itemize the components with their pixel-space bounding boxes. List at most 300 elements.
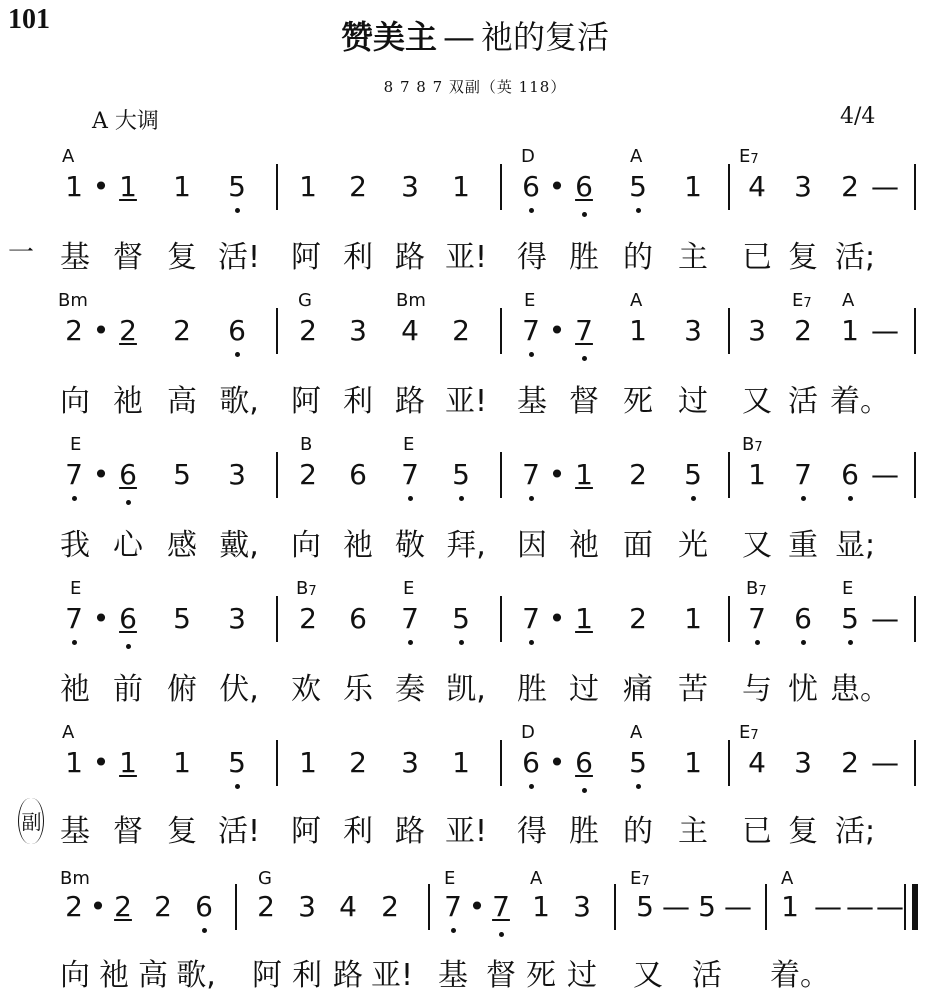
note: 1 bbox=[452, 746, 470, 779]
note: 2 bbox=[114, 890, 132, 923]
lyric-syllable: 阿 bbox=[291, 384, 321, 419]
lower-octave-dot bbox=[636, 208, 641, 213]
lyric-syllable: 的 bbox=[623, 240, 653, 275]
verse-prefix: 一 bbox=[8, 238, 35, 268]
lower-octave-dot bbox=[72, 640, 77, 645]
note: 3 bbox=[573, 890, 591, 923]
lyric-syllable: 歌, bbox=[219, 384, 259, 419]
lyric-syllable: 乐 bbox=[343, 672, 373, 707]
extension-dash: — bbox=[871, 746, 899, 779]
chord-extension: 7 bbox=[750, 152, 759, 167]
chord-extension: 7 bbox=[750, 728, 759, 743]
chord-symbol bbox=[296, 578, 317, 599]
extension-dash: — bbox=[814, 890, 842, 923]
chord-symbol bbox=[524, 290, 535, 311]
note: 2 bbox=[299, 458, 317, 491]
note: 3 bbox=[298, 890, 316, 923]
dotted-rhythm-dot: • bbox=[548, 170, 566, 203]
lyric-syllable: 过 bbox=[678, 384, 708, 419]
note: 2 bbox=[794, 314, 812, 347]
chord-root: E bbox=[403, 578, 415, 599]
lyric-syllable: 苦 bbox=[678, 672, 708, 707]
chord-root: A bbox=[62, 722, 75, 743]
note: 4 bbox=[748, 746, 766, 779]
barline bbox=[235, 884, 237, 930]
lower-octave-dot bbox=[801, 496, 806, 501]
lyric-syllable: 忧 bbox=[788, 672, 818, 707]
lyric-syllable: 胜 bbox=[569, 814, 599, 849]
chord-root: Bm bbox=[58, 290, 88, 311]
lyric-syllable: 敬 bbox=[395, 528, 425, 563]
extension-dash: — bbox=[662, 890, 690, 923]
lyric-syllable: 路 bbox=[395, 240, 425, 275]
dotted-rhythm-dot: • bbox=[92, 746, 110, 779]
lyric-syllable: 已 bbox=[742, 814, 772, 849]
chord-extension: 7 bbox=[758, 584, 767, 599]
note: 1 bbox=[119, 746, 137, 779]
chord-symbol bbox=[630, 868, 650, 889]
lower-octave-dot bbox=[459, 496, 464, 501]
lyric-syllable: 基 bbox=[438, 958, 468, 993]
note: 1 bbox=[684, 602, 702, 635]
chord-root: A bbox=[781, 868, 794, 889]
note: 1 bbox=[684, 746, 702, 779]
barline bbox=[728, 740, 730, 786]
note: 1 bbox=[629, 314, 647, 347]
lower-octave-dot bbox=[451, 928, 456, 933]
extension-dash: — bbox=[871, 458, 899, 491]
chord-symbol bbox=[403, 578, 414, 599]
note: 1 bbox=[575, 458, 593, 491]
lower-octave-dot bbox=[126, 644, 131, 649]
note: 1 bbox=[299, 746, 317, 779]
dotted-rhythm-dot: • bbox=[92, 170, 110, 203]
dotted-rhythm-dot: • bbox=[548, 314, 566, 347]
barline bbox=[914, 164, 916, 210]
lyric-syllable: 着。 bbox=[770, 958, 830, 993]
chord-symbol bbox=[781, 868, 793, 889]
lower-octave-dot bbox=[582, 212, 587, 217]
lyric-syllable: 利 bbox=[343, 814, 373, 849]
chord-root: A bbox=[630, 146, 643, 167]
chord-symbol bbox=[630, 722, 642, 743]
lower-octave-dot bbox=[202, 928, 207, 933]
lyric-syllable: 得 bbox=[517, 814, 547, 849]
lyric-syllable: 死 bbox=[623, 384, 653, 419]
lyric-syllable: 戴, bbox=[219, 528, 259, 563]
chord-symbol bbox=[60, 868, 90, 889]
note: 1 bbox=[684, 170, 702, 203]
extension-dash: — bbox=[846, 890, 874, 923]
note: 5 bbox=[841, 602, 859, 635]
barline bbox=[914, 308, 916, 354]
lyric-syllable: 着。 bbox=[830, 384, 890, 419]
barline bbox=[276, 308, 278, 354]
note: 1 bbox=[65, 746, 83, 779]
chord-extension: 7 bbox=[754, 440, 763, 455]
note: 1 bbox=[841, 314, 859, 347]
lyric-syllable: 祂 bbox=[343, 528, 373, 563]
barline bbox=[728, 452, 730, 498]
lyric-syllable: 与 bbox=[742, 672, 772, 707]
lyric-syllable: 胜 bbox=[569, 240, 599, 275]
lyric-syllable: 路 bbox=[395, 384, 425, 419]
lower-octave-dot bbox=[408, 640, 413, 645]
chord-root: E bbox=[444, 868, 456, 889]
lyric-syllable: 因 bbox=[517, 528, 547, 563]
chord-root: B bbox=[296, 578, 309, 599]
note: 1 bbox=[173, 170, 191, 203]
note: 3 bbox=[401, 746, 419, 779]
chord-symbol bbox=[70, 434, 81, 455]
note: 7 bbox=[401, 602, 419, 635]
note: 4 bbox=[748, 170, 766, 203]
extension-dash: — bbox=[871, 170, 899, 203]
lyric-syllable: 路 bbox=[395, 814, 425, 849]
chord-symbol bbox=[403, 434, 414, 455]
lyric-syllable: 过 bbox=[567, 958, 597, 993]
chord-root: D bbox=[521, 146, 535, 167]
lower-octave-dot bbox=[235, 784, 240, 789]
chord-symbol bbox=[742, 434, 763, 455]
lower-octave-dot bbox=[126, 500, 131, 505]
note: 5 bbox=[629, 746, 647, 779]
lyric-syllable: 痛 bbox=[623, 672, 653, 707]
lyric-syllable: 亚! bbox=[444, 384, 488, 419]
chord-root: A bbox=[530, 868, 543, 889]
chord-symbol bbox=[630, 146, 642, 167]
lyric-syllable: 督 bbox=[113, 240, 143, 275]
lyric-syllable: 复 bbox=[788, 814, 818, 849]
lyric-syllable: 得 bbox=[517, 240, 547, 275]
barline bbox=[276, 452, 278, 498]
hymn-number: 101 bbox=[8, 4, 50, 35]
lower-octave-dot bbox=[529, 352, 534, 357]
lower-octave-dot bbox=[582, 356, 587, 361]
lower-octave-dot bbox=[529, 496, 534, 501]
extension-dash: — bbox=[724, 890, 752, 923]
title-dash: — bbox=[443, 18, 475, 56]
barline bbox=[728, 308, 730, 354]
note: 2 bbox=[629, 602, 647, 635]
note: 1 bbox=[65, 170, 83, 203]
note: 2 bbox=[299, 602, 317, 635]
lyric-syllable: 高 bbox=[138, 958, 168, 993]
note: 5 bbox=[228, 746, 246, 779]
lyric-syllable: 高 bbox=[167, 384, 197, 419]
note: 6 bbox=[575, 170, 593, 203]
time-signature: 4/4 bbox=[840, 104, 876, 129]
chord-root: E bbox=[70, 434, 82, 455]
lyric-syllable: 面 bbox=[623, 528, 653, 563]
note: 4 bbox=[339, 890, 357, 923]
note: 2 bbox=[349, 746, 367, 779]
chord-symbol bbox=[521, 722, 535, 743]
chord-root: E bbox=[792, 290, 804, 311]
chord-root: E bbox=[842, 578, 854, 599]
note: 7 bbox=[444, 890, 462, 923]
lyric-syllable: 向 bbox=[291, 528, 321, 563]
lyric-syllable: 过 bbox=[569, 672, 599, 707]
note: 3 bbox=[748, 314, 766, 347]
chord-root: G bbox=[298, 290, 312, 311]
chord-symbol bbox=[298, 290, 312, 311]
note: 4 bbox=[401, 314, 419, 347]
hymn-title bbox=[0, 12, 950, 58]
key-signature: A 大调 bbox=[92, 109, 159, 134]
note: 6 bbox=[228, 314, 246, 347]
note: 7 bbox=[492, 890, 510, 923]
chord-symbol bbox=[842, 290, 854, 311]
lyric-syllable: 督 bbox=[113, 814, 143, 849]
dotted-rhythm-dot: • bbox=[92, 314, 110, 347]
barline bbox=[500, 308, 502, 354]
chord-symbol bbox=[300, 434, 312, 455]
note: 6 bbox=[195, 890, 213, 923]
note: 7 bbox=[522, 602, 540, 635]
note: 6 bbox=[841, 458, 859, 491]
barline bbox=[728, 164, 730, 210]
lyric-syllable: 路 bbox=[333, 958, 363, 993]
note: 2 bbox=[452, 314, 470, 347]
barline bbox=[765, 884, 767, 930]
lyric-syllable: 基 bbox=[60, 814, 90, 849]
barline bbox=[500, 740, 502, 786]
note: 1 bbox=[452, 170, 470, 203]
barline bbox=[614, 884, 616, 930]
lyric-syllable: 祂 bbox=[569, 528, 599, 563]
lyric-syllable: 光 bbox=[678, 528, 708, 563]
note: 5 bbox=[173, 458, 191, 491]
chord-symbol bbox=[530, 868, 542, 889]
note: 7 bbox=[794, 458, 812, 491]
chord-root: B bbox=[746, 578, 759, 599]
note: 5 bbox=[228, 170, 246, 203]
lyric-syllable: 主 bbox=[678, 240, 708, 275]
title-sub: 祂的复活 bbox=[481, 18, 610, 56]
chord-symbol bbox=[739, 146, 759, 167]
lower-octave-dot bbox=[529, 208, 534, 213]
lower-octave-dot bbox=[459, 640, 464, 645]
note: 2 bbox=[119, 314, 137, 347]
chord-extension: 7 bbox=[308, 584, 317, 599]
refrain-label: 副 bbox=[21, 810, 42, 834]
lyric-syllable: 死 bbox=[526, 958, 556, 993]
lyric-syllable: 复 bbox=[788, 240, 818, 275]
note: 5 bbox=[452, 602, 470, 635]
lyric-syllable: 显; bbox=[834, 528, 876, 563]
barline bbox=[276, 164, 278, 210]
chord-root: E bbox=[630, 868, 642, 889]
note: 7 bbox=[522, 458, 540, 491]
dotted-rhythm-dot: • bbox=[548, 746, 566, 779]
chord-extension: 7 bbox=[803, 296, 812, 311]
chord-root: E bbox=[739, 722, 751, 743]
extension-dash: — bbox=[871, 314, 899, 347]
lower-octave-dot bbox=[848, 496, 853, 501]
note: 1 bbox=[781, 890, 799, 923]
lower-octave-dot bbox=[72, 496, 77, 501]
note: 6 bbox=[349, 602, 367, 635]
lyric-syllable: 基 bbox=[60, 240, 90, 275]
lyric-syllable: 活! bbox=[217, 814, 261, 849]
chord-root: Bm bbox=[396, 290, 426, 311]
lyric-syllable: 活 bbox=[788, 384, 818, 419]
chord-symbol bbox=[70, 578, 81, 599]
lyric-syllable: 利 bbox=[292, 958, 322, 993]
note: 5 bbox=[629, 170, 647, 203]
note: 1 bbox=[119, 170, 137, 203]
lyric-syllable: 重 bbox=[788, 528, 818, 563]
note: 5 bbox=[452, 458, 470, 491]
chord-symbol bbox=[58, 290, 88, 311]
note: 2 bbox=[841, 746, 859, 779]
lyric-syllable: 奏 bbox=[395, 672, 425, 707]
chord-symbol bbox=[630, 290, 642, 311]
note: 6 bbox=[119, 458, 137, 491]
chord-root: A bbox=[842, 290, 855, 311]
dotted-rhythm-dot: • bbox=[92, 602, 110, 635]
note: 5 bbox=[636, 890, 654, 923]
chord-symbol bbox=[444, 868, 455, 889]
barline bbox=[500, 596, 502, 642]
note: 3 bbox=[794, 170, 812, 203]
lyric-syllable: 亚! bbox=[444, 814, 488, 849]
note: 7 bbox=[522, 314, 540, 347]
extension-dash: — bbox=[871, 602, 899, 635]
lyric-syllable: 亚! bbox=[444, 240, 488, 275]
lyric-syllable: 活! bbox=[217, 240, 261, 275]
lower-octave-dot bbox=[848, 640, 853, 645]
note: 2 bbox=[629, 458, 647, 491]
barline bbox=[914, 596, 916, 642]
dotted-rhythm-dot: • bbox=[468, 890, 486, 923]
note: 3 bbox=[349, 314, 367, 347]
note: 2 bbox=[349, 170, 367, 203]
chord-root: D bbox=[521, 722, 535, 743]
lower-octave-dot bbox=[529, 784, 534, 789]
lyric-syllable: 拜, bbox=[446, 528, 486, 563]
lyric-syllable: 活 bbox=[692, 958, 722, 993]
chord-root: B bbox=[742, 434, 755, 455]
lyric-syllable: 感 bbox=[167, 528, 197, 563]
meter-line: 8 7 8 7 双副（英 118） bbox=[383, 78, 567, 96]
note: 6 bbox=[349, 458, 367, 491]
note: 7 bbox=[401, 458, 419, 491]
lyric-syllable: 心 bbox=[113, 528, 143, 563]
note: 1 bbox=[575, 602, 593, 635]
lower-octave-dot bbox=[691, 496, 696, 501]
note: 2 bbox=[299, 314, 317, 347]
chord-symbol bbox=[62, 722, 74, 743]
note: 3 bbox=[794, 746, 812, 779]
note: 2 bbox=[841, 170, 859, 203]
chord-symbol bbox=[521, 146, 535, 167]
dotted-rhythm-dot: • bbox=[548, 602, 566, 635]
chord-symbol bbox=[62, 146, 74, 167]
chord-root: Bm bbox=[60, 868, 90, 889]
lyric-syllable: 歌, bbox=[176, 958, 216, 993]
barline bbox=[276, 740, 278, 786]
lyric-syllable: 凯, bbox=[446, 672, 486, 707]
chord-root: E bbox=[739, 146, 751, 167]
chord-symbol bbox=[258, 868, 272, 889]
note: 2 bbox=[173, 314, 191, 347]
chord-root: A bbox=[62, 146, 75, 167]
note: 5 bbox=[698, 890, 716, 923]
lyric-syllable: 胜 bbox=[517, 672, 547, 707]
lyric-syllable: 伏, bbox=[219, 672, 259, 707]
lyric-syllable: 患。 bbox=[830, 672, 890, 707]
lyric-syllable: 复 bbox=[167, 814, 197, 849]
lyric-syllable: 又 bbox=[633, 958, 663, 993]
note: 3 bbox=[684, 314, 702, 347]
final-barline-thin bbox=[904, 884, 906, 930]
note: 1 bbox=[748, 458, 766, 491]
lyric-syllable: 复 bbox=[167, 240, 197, 275]
lyric-syllable: 又 bbox=[742, 528, 772, 563]
barline bbox=[914, 452, 916, 498]
chord-root: E bbox=[403, 434, 415, 455]
lyric-syllable: 督 bbox=[486, 958, 516, 993]
lyric-syllable: 我 bbox=[60, 528, 90, 563]
chord-root: G bbox=[258, 868, 272, 889]
note: 7 bbox=[65, 602, 83, 635]
lyric-syllable: 祂 bbox=[60, 672, 90, 707]
barline bbox=[914, 740, 916, 786]
lyric-syllable: 基 bbox=[517, 384, 547, 419]
barline bbox=[728, 596, 730, 642]
chord-extension: 7 bbox=[641, 874, 650, 889]
lyric-syllable: 已 bbox=[742, 240, 772, 275]
note: 6 bbox=[522, 746, 540, 779]
dotted-rhythm-dot: • bbox=[89, 890, 107, 923]
lower-octave-dot bbox=[755, 640, 760, 645]
lyric-syllable: 主 bbox=[678, 814, 708, 849]
chord-root: E bbox=[524, 290, 536, 311]
lower-octave-dot bbox=[801, 640, 806, 645]
chord-root: A bbox=[630, 722, 643, 743]
chord-symbol bbox=[746, 578, 767, 599]
extension-dash: — bbox=[876, 890, 904, 923]
title-main: 赞美主 bbox=[340, 18, 437, 56]
note: 6 bbox=[575, 746, 593, 779]
lyric-syllable: 利 bbox=[343, 240, 373, 275]
lyric-syllable: 祂 bbox=[99, 958, 129, 993]
note: 1 bbox=[173, 746, 191, 779]
note: 1 bbox=[299, 170, 317, 203]
note: 6 bbox=[119, 602, 137, 635]
dotted-rhythm-dot: • bbox=[548, 458, 566, 491]
note: 5 bbox=[684, 458, 702, 491]
lyric-syllable: 俯 bbox=[167, 672, 197, 707]
dotted-rhythm-dot: • bbox=[92, 458, 110, 491]
final-barline-thick bbox=[912, 884, 918, 930]
lyric-syllable: 的 bbox=[623, 814, 653, 849]
lyric-syllable: 阿 bbox=[252, 958, 282, 993]
lower-octave-dot bbox=[582, 788, 587, 793]
lyric-syllable: 向 bbox=[60, 384, 90, 419]
note: 2 bbox=[65, 314, 83, 347]
lyric-syllable: 活; bbox=[834, 814, 876, 849]
lyric-syllable: 督 bbox=[569, 384, 599, 419]
lower-octave-dot bbox=[499, 932, 504, 937]
chord-root: B bbox=[300, 434, 313, 455]
chord-symbol bbox=[792, 290, 812, 311]
chord-root: E bbox=[70, 578, 82, 599]
lyric-syllable: 亚! bbox=[370, 958, 414, 993]
lyric-syllable: 向 bbox=[60, 958, 90, 993]
